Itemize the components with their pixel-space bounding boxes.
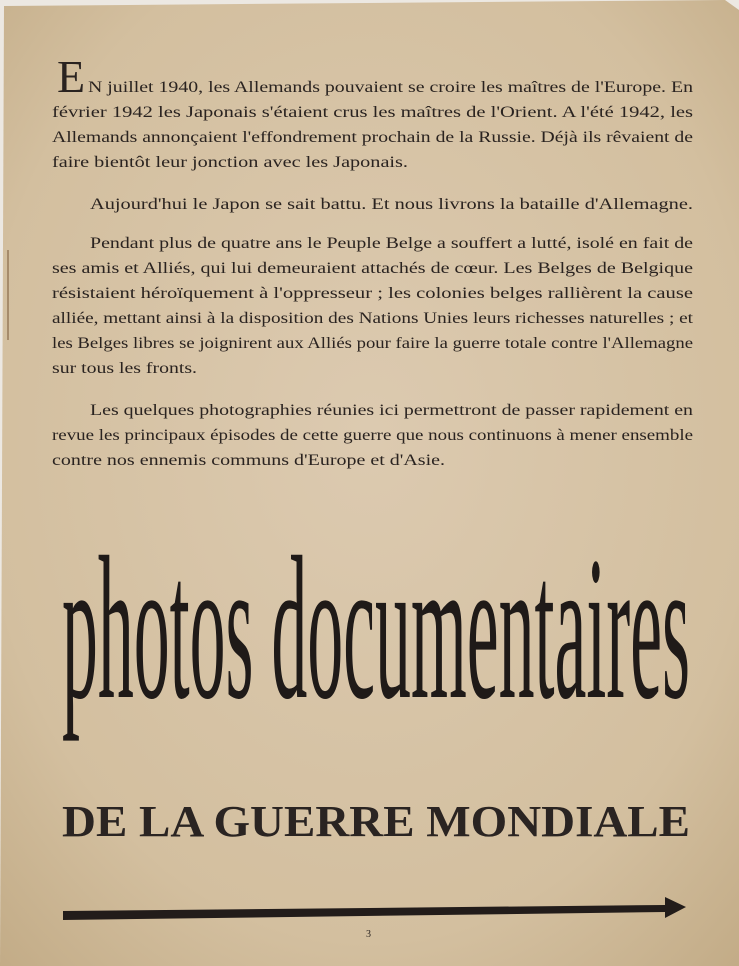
text-line: alliée, mettant ainsi à la disposition des Nations Unies leurs richesses naturelles ; et	[52, 310, 694, 327]
main-title: photos documentaires	[62, 515, 690, 742]
text-line: Pendant plus de quatre ans le Peuple Belge a souffert a lutté, isolé en fait de	[90, 235, 693, 252]
text-line: ses amis et Alliés, qui lui demeuraient attachés de cœur. Les Belges de Belgique	[52, 260, 693, 277]
text-line: revue les principaux épisodes de cette guerre que nous continuons à mener ensemble	[52, 427, 693, 444]
drop-cap: E	[57, 51, 86, 102]
text-line: sur tous les fronts.	[52, 360, 197, 377]
page-number: 3	[366, 929, 371, 940]
text-line: contre nos ennemis communs d'Europe et d'Asie.	[52, 452, 445, 469]
subtitle: DE LA GUERRE MONDIALE	[62, 797, 690, 846]
text-line: résistaient héroïquement à l'oppresseur ; les colonies belges rallièrent la cause	[52, 285, 693, 302]
text-line: Aujourd'hui le Japon se sait battu. Et nous livrons la bataille d'Allemagne.	[90, 196, 693, 213]
intro-text	[52, 51, 694, 469]
text-line: Les quelques photographies réunies ici permettront de passer rapidement en	[90, 402, 693, 419]
text-line: faire bientôt leur jonction avec les Japonais.	[52, 154, 409, 171]
text-line: les Belges libres se joignirent aux Alliés pour faire la guerre totale contre l'Allemagne	[52, 335, 693, 352]
text-line: février 1942 les Japonais s'étaient crus les maîtres de l'Orient. A l'été 1942, les	[52, 104, 693, 121]
text-line: N juillet 1940, les Allemands pouvaient se croire les maîtres de l'Europe. En	[88, 79, 693, 96]
text-line: Allemands annonçaient l'effondrement prochain de la Russie. Déjà ils rêvaient de	[52, 129, 693, 146]
